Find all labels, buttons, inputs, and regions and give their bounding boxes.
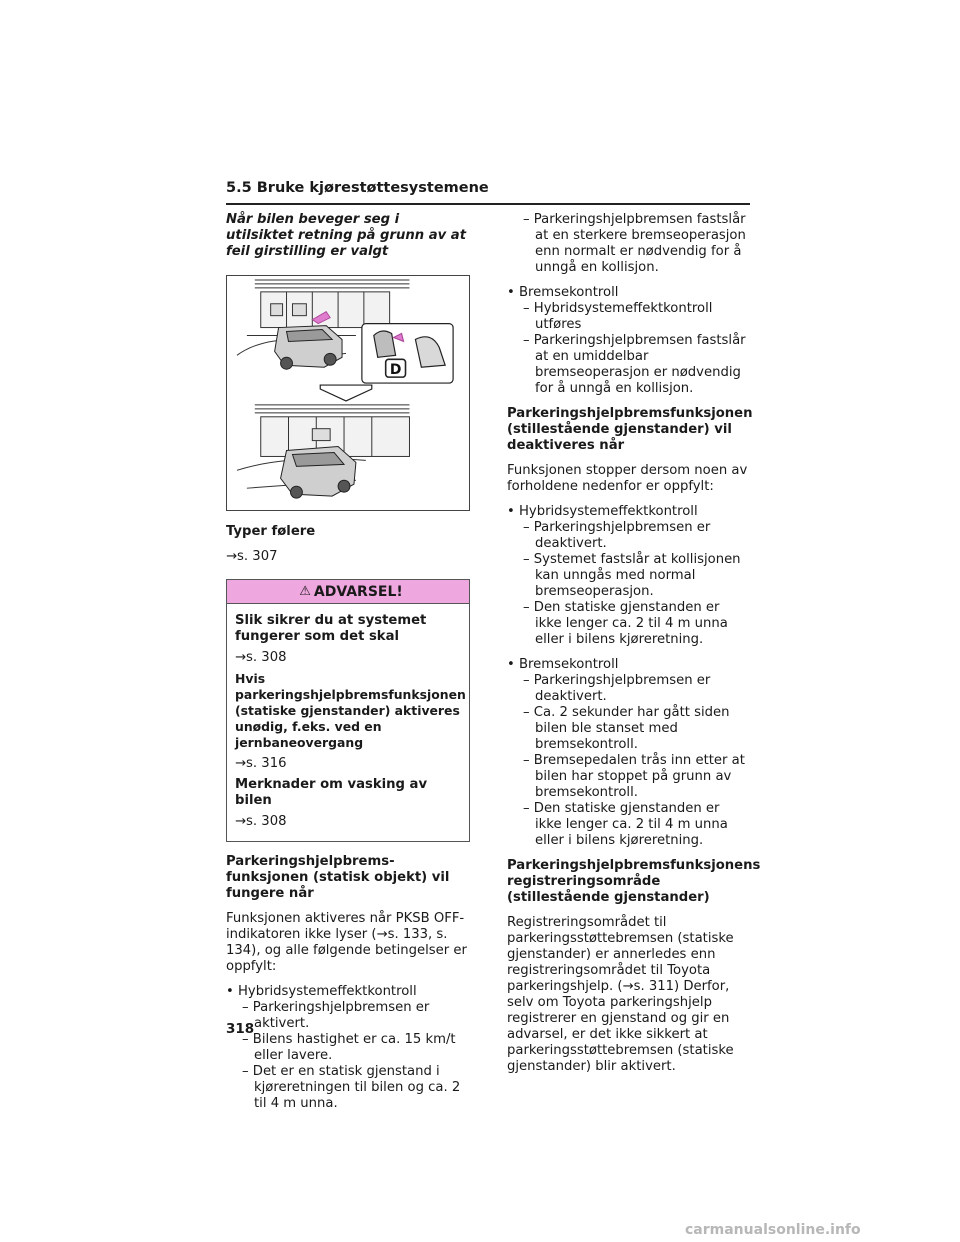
list-item: – Parkeringshjelpbremsen er deaktivert.	[523, 673, 711, 704]
list-item: – Den statiske gjenstanden er ikke lenger ca. 2 til 4 m unna eller i bilens kjøreretning.	[523, 600, 728, 647]
function-heading: Parkeringshjelpbrems-funksjonen (statisk objekt) vil fungere når	[226, 854, 450, 901]
warning-heading-3: Merknader om vasking av bilen	[235, 777, 428, 808]
parking-illustration	[226, 275, 470, 511]
list-item: – Ca. 2 sekunder har gått siden bilen ble stanset med bremsekontroll.	[523, 705, 730, 752]
deact-hybrid-list	[507, 504, 750, 648]
warning-title: ADVARSEL!	[313, 583, 403, 600]
car-parking-diagram	[227, 276, 469, 510]
deact-brake-list	[507, 657, 750, 849]
list-item: • Bremsekontroll	[507, 657, 750, 673]
list-item: – Parkeringshjelpbremsen fastslår at en sterkere bremseoperasjon enn normalt er nødvendig for å unngå en kollisjon.	[523, 212, 746, 275]
list-item: • Hybridsystemeffektkontroll	[226, 984, 470, 1000]
sensor-heading: Typer følere	[226, 524, 316, 539]
list-item: – Hybridsystemeffektkontroll utføres	[523, 301, 713, 332]
warning-body	[227, 604, 469, 841]
warning-ref-2[interactable]: →s. 316	[235, 756, 287, 771]
section-header	[226, 179, 750, 205]
warning-triangle-icon: ⚠	[299, 583, 311, 599]
intro-heading: Når bilen beveger seg i utilsiktet retning på grunn av at feil girstilling er valgt	[226, 212, 467, 259]
warning-heading-1: Slik sikrer du at systemet fungerer som det skal	[235, 613, 427, 644]
warning-title-bar	[227, 580, 469, 604]
sensor-ref-link[interactable]: →s. 307	[226, 549, 278, 564]
list-item: – Systemet fastslår at kollisjonen kan unngås med normal bremseoperasjon.	[523, 552, 741, 599]
right-column	[507, 212, 761, 1084]
deactivation-paragraph: Funksjonen stopper dersom noen av forholdene nedenfor er oppfylt:	[507, 463, 748, 494]
brake-list	[507, 285, 750, 397]
watermark: carmanualsonline.info	[685, 1222, 861, 1238]
down-arrow-icon	[320, 385, 372, 401]
warning-ref-1[interactable]: →s. 308	[235, 650, 287, 665]
deactivation-heading: Parkeringshjelpbremsfunksjonen (stillestående gjenstander) vil deaktiveres når	[507, 406, 753, 453]
list-item: – Det er en statisk gjenstand i kjøreretningen til bilen og ca. 2 til 4 m unna.	[242, 1064, 461, 1111]
list-item: – Bremsepedalen trås inn etter at bilen har stoppet på grunn av bremsekontroll.	[523, 753, 745, 800]
list-item: – Parkeringshjelpbremsen er aktivert.	[242, 1000, 430, 1031]
warning-heading-2: Hvis parkeringshjelpbremsfunksjonen (statiske gjenstander) aktiveres unødig, f.eks. ved en jernbaneovergang	[235, 671, 466, 750]
function-paragraph: Funksjonen aktiveres når PKSB OFF-indikatoren ikke lyser (→s. 133, s. 134), og alle følgende betingelser er oppfylt:	[226, 911, 467, 974]
detection-area-heading: Parkeringshjelpbremsfunksjonens registreringsområde (stillestående gjenstander)	[507, 858, 761, 905]
gear-d-label: D	[389, 362, 402, 379]
list-item: • Bremsekontroll	[507, 285, 750, 301]
section-title: 5.5 Bruke kjørestøttesystemene	[226, 180, 489, 196]
list-item: – Parkeringshjelpbremsen fastslår at en umiddelbar bremseoperasjon er nødvendig for å unngå en kollisjon.	[523, 333, 746, 396]
warning-box	[226, 579, 470, 842]
list-item: – Parkeringshjelpbremsen er deaktivert.	[523, 520, 711, 551]
hybrid-list	[226, 984, 470, 1112]
list-item: – Den statiske gjenstanden er ikke lenger ca. 2 til 4 m unna eller i bilens kjøreretning.	[523, 801, 728, 848]
left-column	[226, 212, 470, 1121]
list-item: • Hybridsystemeffektkontroll	[507, 504, 750, 520]
warning-ref-3[interactable]: →s. 308	[235, 814, 287, 829]
detection-area-paragraph: Registreringsområdet til parkeringsstøttebremsen (statiske gjenstander) er annerledes enn registreringsområdet til Toyota parkeringshjelp. (→s. 311) Derfor, selv om Toyota parkeringshjelp registrerer en gjenstand og gir en advarsel, er det ikke sikkert at parkeringsstøttebremsen (statiske gjenstander) blir aktivert.	[507, 915, 734, 1074]
page-number: 318	[226, 1021, 255, 1037]
list-item: – Bilens hastighet er ca. 15 km/t eller lavere.	[242, 1032, 456, 1063]
continued-list	[507, 212, 750, 276]
